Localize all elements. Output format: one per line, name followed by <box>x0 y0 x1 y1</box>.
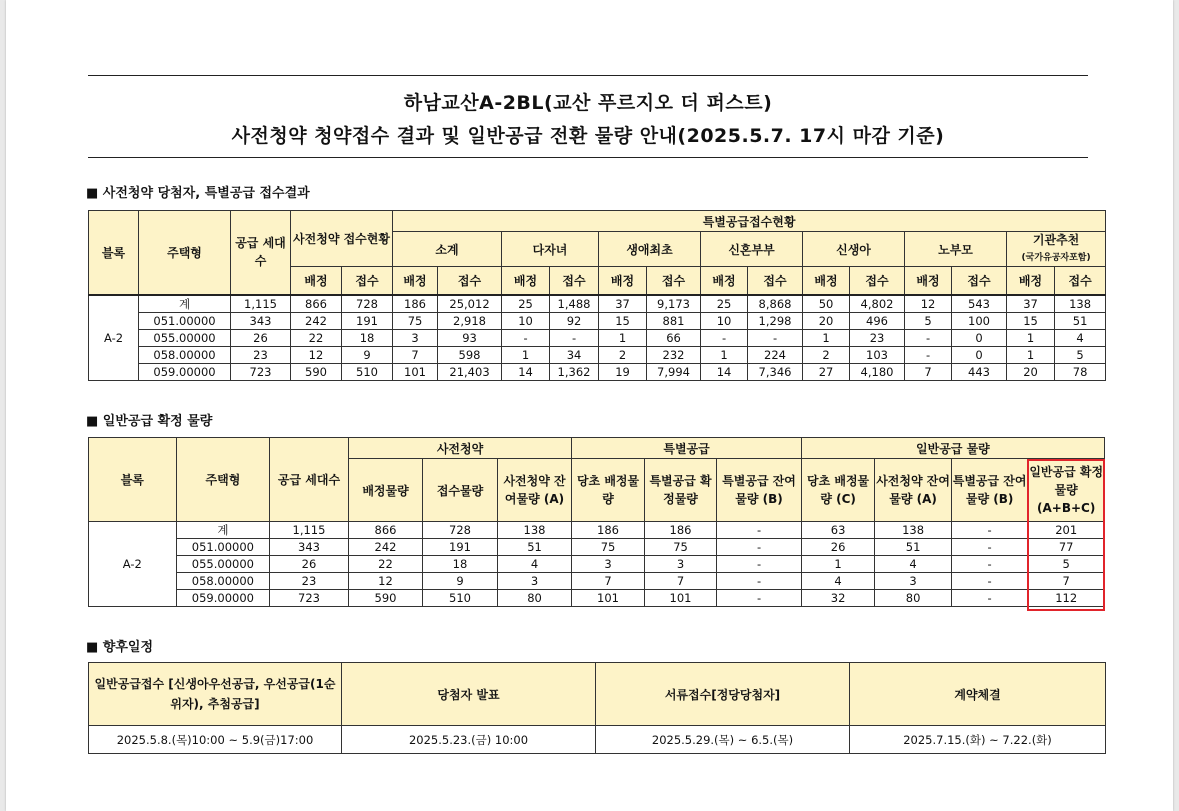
t1-cell: 1,488 <box>550 295 599 313</box>
table-row <box>89 363 1106 380</box>
sched-hdr-announce: 당첨자 발표 <box>342 663 596 726</box>
t1-cell: 723 <box>231 363 291 380</box>
t2-cell: 5 <box>1028 556 1105 573</box>
t1-block-cell: A-2 <box>89 295 139 381</box>
table-row <box>89 346 1106 363</box>
t1-cell: 37 <box>599 295 647 313</box>
hdr-first-life: 생애최초 <box>599 232 701 267</box>
t1-cell: 25,012 <box>438 295 502 313</box>
t2-cell: 4 <box>801 573 874 590</box>
t2-cell: 80 <box>497 590 572 607</box>
section2-heading: ■ 일반공급 확정 물량 <box>86 414 213 429</box>
top-rule <box>88 75 1088 76</box>
g-hdr-supply: 공급 세대수 <box>270 438 349 522</box>
t1-cell: 2 <box>803 346 850 363</box>
t1-cell: 2 <box>599 346 647 363</box>
t1-cell: 34 <box>550 346 599 363</box>
t1-cell: 1,298 <box>748 312 803 329</box>
t1-cell: - <box>748 329 803 346</box>
t2-cell: 75 <box>572 539 644 556</box>
t1-cell: 7 <box>393 346 438 363</box>
t1-cell: 1 <box>1007 329 1055 346</box>
table-row <box>89 329 1106 346</box>
hdr-recv: 접수 <box>748 267 803 295</box>
g-hdr-pre-remain-a: 사전청약 잔여물량 (A) <box>875 459 952 522</box>
t1-cell: 1 <box>803 329 850 346</box>
t2-cell: 7 <box>1028 573 1105 590</box>
hdr-recv: 접수 <box>550 267 599 295</box>
hdr-newlywed: 신혼부부 <box>701 232 803 267</box>
t2-cell: 059.00000 <box>176 590 270 607</box>
t2-cell: 728 <box>423 522 498 539</box>
t1-cell: 0 <box>952 346 1007 363</box>
t2-cell: 055.00000 <box>176 556 270 573</box>
hdr-subtotal: 소계 <box>393 232 502 267</box>
t1-cell: 728 <box>342 295 393 313</box>
g-hdr-alloc-qty: 배정물량 <box>348 459 423 522</box>
g-hdr-pre-remain: 사전청약 잔여물량 (A) <box>497 459 572 522</box>
sched-hdr-general: 일반공급접수 [신생아우선공급, 우선공급(1순위자), 추첨공급] <box>89 663 342 726</box>
t1-cell: 242 <box>291 312 342 329</box>
t1-cell: 19 <box>599 363 647 380</box>
t2-cell: 4 <box>875 556 952 573</box>
g-hdr-special-remain: 특별공급 잔여물량 (B) <box>717 459 802 522</box>
t1-cell: 78 <box>1055 363 1106 380</box>
t1-cell: 9,173 <box>647 295 701 313</box>
t1-cell: 443 <box>952 363 1007 380</box>
t2-cell: 22 <box>348 556 423 573</box>
t1-cell: 055.00000 <box>139 329 231 346</box>
sched-hdr-docs: 서류접수[정당당첨자] <box>596 663 850 726</box>
t2-cell: 723 <box>270 590 349 607</box>
t2-cell: 191 <box>423 539 498 556</box>
g-hdr-general: 일반공급 물량 <box>801 438 1104 459</box>
t1-cell: 7,994 <box>647 363 701 380</box>
t1-cell: 1 <box>701 346 748 363</box>
t1-cell: 100 <box>952 312 1007 329</box>
t2-cell: 058.00000 <box>176 573 270 590</box>
t1-cell: 881 <box>647 312 701 329</box>
t2-cell: 9 <box>423 573 498 590</box>
t1-cell: 12 <box>291 346 342 363</box>
hdr-recv: 접수 <box>850 267 905 295</box>
t2-cell: - <box>717 590 802 607</box>
t2-cell: 186 <box>644 522 716 539</box>
hdr-alloc: 배정 <box>905 267 952 295</box>
t2-cell: 138 <box>497 522 572 539</box>
t2-block-cell: A-2 <box>89 522 177 607</box>
g-hdr-special: 특별공급 <box>572 438 802 459</box>
t1-cell: - <box>701 329 748 346</box>
t2-cell: - <box>951 590 1028 607</box>
t2-cell: 112 <box>1028 590 1105 607</box>
t2-cell: - <box>717 573 802 590</box>
t2-cell: 3 <box>572 556 644 573</box>
table-row <box>89 522 1105 539</box>
t1-cell: 051.00000 <box>139 312 231 329</box>
t1-cell: 1,115 <box>231 295 291 313</box>
t2-cell: 590 <box>348 590 423 607</box>
table-row <box>89 573 1105 590</box>
table-row <box>89 295 1106 313</box>
t1-cell: 496 <box>850 312 905 329</box>
t2-cell: 23 <box>270 573 349 590</box>
t1-cell: 510 <box>342 363 393 380</box>
t1-cell: 343 <box>231 312 291 329</box>
t2-cell: 138 <box>875 522 952 539</box>
t1-cell: 14 <box>502 363 550 380</box>
t1-cell: 103 <box>850 346 905 363</box>
t1-cell: 1 <box>599 329 647 346</box>
t1-cell: 224 <box>748 346 803 363</box>
t1-cell: 14 <box>701 363 748 380</box>
t1-cell: 15 <box>1007 312 1055 329</box>
hdr-type: 주택형 <box>139 211 231 295</box>
document-page <box>6 0 1173 811</box>
hdr-multi-child: 다자녀 <box>502 232 599 267</box>
t2-cell: 63 <box>801 522 874 539</box>
g-hdr-type: 주택형 <box>176 438 270 522</box>
section1-heading: ■ 사전청약 당첨자, 특별공급 접수결과 <box>86 186 310 201</box>
t1-cell: 059.00000 <box>139 363 231 380</box>
hdr-elderly: 노부모 <box>905 232 1007 267</box>
t2-cell: 242 <box>348 539 423 556</box>
t2-cell: 80 <box>875 590 952 607</box>
hdr-institution-sub: (국가유공자포함) <box>1021 253 1091 263</box>
t2-cell: 101 <box>572 590 644 607</box>
t2-cell: 26 <box>270 556 349 573</box>
t1-cell: 2,918 <box>438 312 502 329</box>
t1-cell: - <box>905 329 952 346</box>
t1-cell: 138 <box>1055 295 1106 313</box>
bottom-rule <box>88 157 1088 158</box>
hdr-institution-label: 기관추천 <box>1032 233 1080 247</box>
t2-cell: 26 <box>801 539 874 556</box>
title-line1: 하남교산A-2BL(교산 푸르지오 더 퍼스트) <box>403 92 773 114</box>
t2-cell: - <box>951 522 1028 539</box>
t2-cell: 510 <box>423 590 498 607</box>
t2-cell: 1 <box>801 556 874 573</box>
t1-cell: 4 <box>1055 329 1106 346</box>
t2-cell: 866 <box>348 522 423 539</box>
t2-cell: 7 <box>572 573 644 590</box>
t2-cell: 201 <box>1028 522 1105 539</box>
t2-cell: 186 <box>572 522 644 539</box>
t1-cell: 15 <box>599 312 647 329</box>
t2-cell: 51 <box>497 539 572 556</box>
t1-cell: 0 <box>952 329 1007 346</box>
sched-hdr-contract: 계약체결 <box>850 663 1106 726</box>
t1-cell: 계 <box>139 295 231 313</box>
hdr-recv: 접수 <box>647 267 701 295</box>
t1-cell: 5 <box>1055 346 1106 363</box>
t1-cell: 543 <box>952 295 1007 313</box>
t1-cell: 27 <box>803 363 850 380</box>
t2-cell: 75 <box>644 539 716 556</box>
t2-cell: 4 <box>497 556 572 573</box>
sched-general-date: 2025.5.8.(목)10:00 ~ 5.9(금)17:00 <box>89 726 342 754</box>
t1-cell: 191 <box>342 312 393 329</box>
hdr-alloc: 배정 <box>1007 267 1055 295</box>
t1-cell: 4,180 <box>850 363 905 380</box>
t1-cell: 590 <box>291 363 342 380</box>
general-supply-table <box>88 437 1105 607</box>
t1-cell: 21,403 <box>438 363 502 380</box>
t1-cell: 23 <box>850 329 905 346</box>
t1-cell: 3 <box>393 329 438 346</box>
t1-cell: 25 <box>701 295 748 313</box>
g-hdr-init-alloc: 당초 배정물량 <box>572 459 644 522</box>
t2-cell: 51 <box>875 539 952 556</box>
t2-cell: 3 <box>644 556 716 573</box>
t2-cell: 101 <box>644 590 716 607</box>
t1-cell: 866 <box>291 295 342 313</box>
t1-cell: 5 <box>905 312 952 329</box>
t1-cell: 7 <box>905 363 952 380</box>
g-hdr-special-remain-b: 특별공급 잔여물량 (B) <box>951 459 1028 522</box>
hdr-special-status: 특별공급접수현황 <box>393 211 1106 232</box>
hdr-recv: 접수 <box>342 267 393 295</box>
t2-cell: 3 <box>497 573 572 590</box>
t1-cell: 9 <box>342 346 393 363</box>
hdr-alloc: 배정 <box>701 267 748 295</box>
t1-cell: 50 <box>803 295 850 313</box>
table-row <box>89 539 1105 556</box>
t1-cell: 26 <box>231 329 291 346</box>
hdr-recv: 접수 <box>1055 267 1106 295</box>
g-hdr-special-confirm: 특별공급 확정물량 <box>644 459 716 522</box>
t2-cell: 7 <box>644 573 716 590</box>
t1-cell: 1 <box>1007 346 1055 363</box>
t1-cell: 058.00000 <box>139 346 231 363</box>
hdr-alloc: 배정 <box>393 267 438 295</box>
g-hdr-init-alloc-c: 당초 배정물량 (C) <box>801 459 874 522</box>
t2-cell: - <box>717 522 802 539</box>
t1-cell: 37 <box>1007 295 1055 313</box>
t1-cell: 4,802 <box>850 295 905 313</box>
hdr-block: 블록 <box>89 211 139 295</box>
t1-cell: - <box>550 329 599 346</box>
hdr-supply: 공급 세대수 <box>231 211 291 295</box>
t1-cell: 8,868 <box>748 295 803 313</box>
hdr-institution <box>1007 232 1106 267</box>
t2-cell: 18 <box>423 556 498 573</box>
hdr-alloc: 배정 <box>291 267 342 295</box>
g-hdr-precontract: 사전청약 <box>348 438 572 459</box>
t2-cell: - <box>951 556 1028 573</box>
t1-cell: 101 <box>393 363 438 380</box>
t1-cell: 25 <box>502 295 550 313</box>
g-hdr-block: 블록 <box>89 438 177 522</box>
t2-cell: - <box>717 539 802 556</box>
hdr-precontract: 사전청약 접수현황 <box>291 211 393 267</box>
t1-cell: 20 <box>803 312 850 329</box>
t1-cell: 22 <box>291 329 342 346</box>
t1-cell: 23 <box>231 346 291 363</box>
t1-cell: 10 <box>502 312 550 329</box>
table-row <box>89 556 1105 573</box>
t2-cell: 1,115 <box>270 522 349 539</box>
sched-docs-date: 2025.5.29.(목) ~ 6.5.(목) <box>596 726 850 754</box>
t1-cell: 1,362 <box>550 363 599 380</box>
t1-cell: 75 <box>393 312 438 329</box>
t1-cell: 93 <box>438 329 502 346</box>
t2-cell: - <box>951 573 1028 590</box>
t1-cell: - <box>905 346 952 363</box>
section3-heading: ■ 향후일정 <box>86 640 154 655</box>
title-line2: 사전청약 청약접수 결과 및 일반공급 전환 물량 안내(2025.5.7. 17시 마감 기준) <box>231 125 945 147</box>
hdr-newborn: 신생아 <box>803 232 905 267</box>
sched-announce-date: 2025.5.23.(금) 10:00 <box>342 726 596 754</box>
hdr-alloc: 배정 <box>502 267 550 295</box>
t2-cell: 343 <box>270 539 349 556</box>
t2-cell: 12 <box>348 573 423 590</box>
hdr-recv: 접수 <box>952 267 1007 295</box>
t1-cell: 7,346 <box>748 363 803 380</box>
hdr-alloc: 배정 <box>599 267 647 295</box>
special-supply-table <box>88 210 1106 381</box>
t1-cell: 92 <box>550 312 599 329</box>
t1-cell: 51 <box>1055 312 1106 329</box>
t2-cell: - <box>951 539 1028 556</box>
table-row <box>89 590 1105 607</box>
t2-cell: 77 <box>1028 539 1105 556</box>
t1-cell: 232 <box>647 346 701 363</box>
t1-cell: - <box>502 329 550 346</box>
t1-cell: 12 <box>905 295 952 313</box>
t2-cell: 계 <box>176 522 270 539</box>
t1-cell: 66 <box>647 329 701 346</box>
hdr-alloc: 배정 <box>803 267 850 295</box>
t2-cell: 3 <box>875 573 952 590</box>
t1-cell: 1 <box>502 346 550 363</box>
t1-cell: 20 <box>1007 363 1055 380</box>
g-hdr-recv-qty: 접수물량 <box>423 459 498 522</box>
t2-cell: 32 <box>801 590 874 607</box>
g-hdr-general-confirm: 일반공급 확정물량 (A+B+C) <box>1028 459 1105 522</box>
t2-cell: - <box>717 556 802 573</box>
schedule-table <box>88 662 1106 754</box>
t1-cell: 18 <box>342 329 393 346</box>
t1-cell: 10 <box>701 312 748 329</box>
t2-cell: 051.00000 <box>176 539 270 556</box>
sched-contract-date: 2025.7.15.(화) ~ 7.22.(화) <box>850 726 1106 754</box>
t1-cell: 186 <box>393 295 438 313</box>
t1-cell: 598 <box>438 346 502 363</box>
table-row <box>89 312 1106 329</box>
hdr-recv: 접수 <box>438 267 502 295</box>
